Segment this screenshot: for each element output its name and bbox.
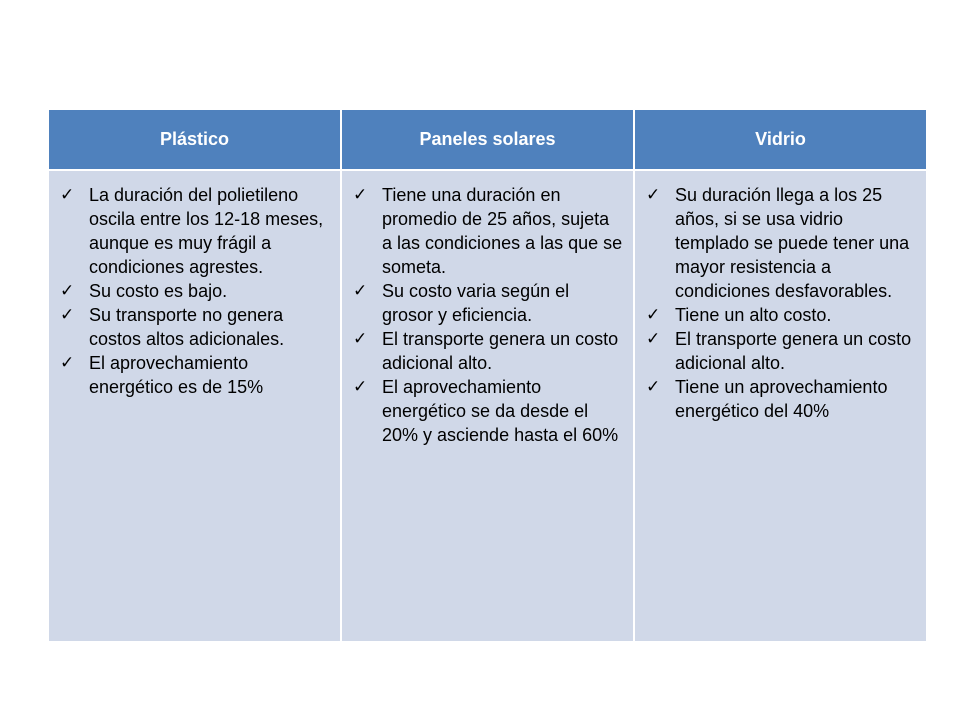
list-item-text: Su transporte no genera costos altos adicionales. <box>89 305 285 349</box>
list-item-text: Su costo varia según el grosor y eficiencia. <box>382 281 570 325</box>
checkmark-icon: ✓ <box>353 329 368 349</box>
checkmark-icon: ✓ <box>60 281 75 301</box>
checkmark-icon: ✓ <box>353 281 368 301</box>
header-paneles-solares: Paneles solares <box>341 110 634 170</box>
list-item-text: Su costo es bajo. <box>89 281 228 301</box>
list-item <box>59 351 330 399</box>
vidrio-list <box>645 183 916 423</box>
list-item-text: El aprovechamiento energético se da desde el 20% y asciende hasta el 60% <box>382 377 619 445</box>
list-item <box>645 183 916 303</box>
checkmark-icon: ✓ <box>60 305 75 325</box>
header-vidrio: Vidrio <box>634 110 926 170</box>
cell-plastico <box>49 170 341 641</box>
paneles-solares-list <box>352 183 623 447</box>
cell-vidrio <box>634 170 926 641</box>
checkmark-icon: ✓ <box>353 377 368 397</box>
checkmark-icon: ✓ <box>645 185 661 205</box>
list-item-text: El aprovechamiento energético es de 15% <box>89 353 264 397</box>
checkmark-icon: ✓ <box>645 329 661 349</box>
list-item <box>59 279 330 303</box>
list-item-text: Tiene una duración en promedio de 25 años, sujeta a las condiciones a las que se someta. <box>382 185 623 277</box>
checkmark-icon: ✓ <box>645 377 661 397</box>
table-body-row <box>49 170 926 641</box>
list-item-text: Tiene un alto costo. <box>674 305 832 325</box>
list-item <box>352 279 623 327</box>
plastico-list <box>59 183 330 399</box>
list-item-text: Tiene un aprovechamiento energético del 40% <box>674 377 888 421</box>
list-item <box>59 183 330 279</box>
list-item-text: El transporte genera un costo adicional alto. <box>674 329 912 373</box>
checkmark-icon: ✓ <box>60 185 75 205</box>
list-item <box>645 327 916 375</box>
list-item <box>645 303 916 327</box>
checkmark-icon: ✓ <box>60 353 75 373</box>
checkmark-icon: ✓ <box>353 185 368 205</box>
list-item <box>352 375 623 447</box>
list-item <box>352 183 623 279</box>
cell-paneles-solares <box>341 170 634 641</box>
header-plastico: Plástico <box>49 110 341 170</box>
list-item <box>352 327 623 375</box>
list-item <box>645 375 916 423</box>
checkmark-icon: ✓ <box>645 305 661 325</box>
list-item-text: El transporte genera un costo adicional alto. <box>382 329 619 373</box>
list-item <box>59 303 330 351</box>
list-item-text: La duración del polietileno oscila entre los 12-18 meses, aunque es muy frágil a condiciones agrestes. <box>89 185 324 277</box>
table-header-row <box>49 110 926 170</box>
list-item-text: Su duración llega a los 25 años, si se usa vidrio templado se puede tener una mayor resistencia a condiciones desfavorables. <box>674 185 910 301</box>
comparison-table <box>49 110 926 641</box>
